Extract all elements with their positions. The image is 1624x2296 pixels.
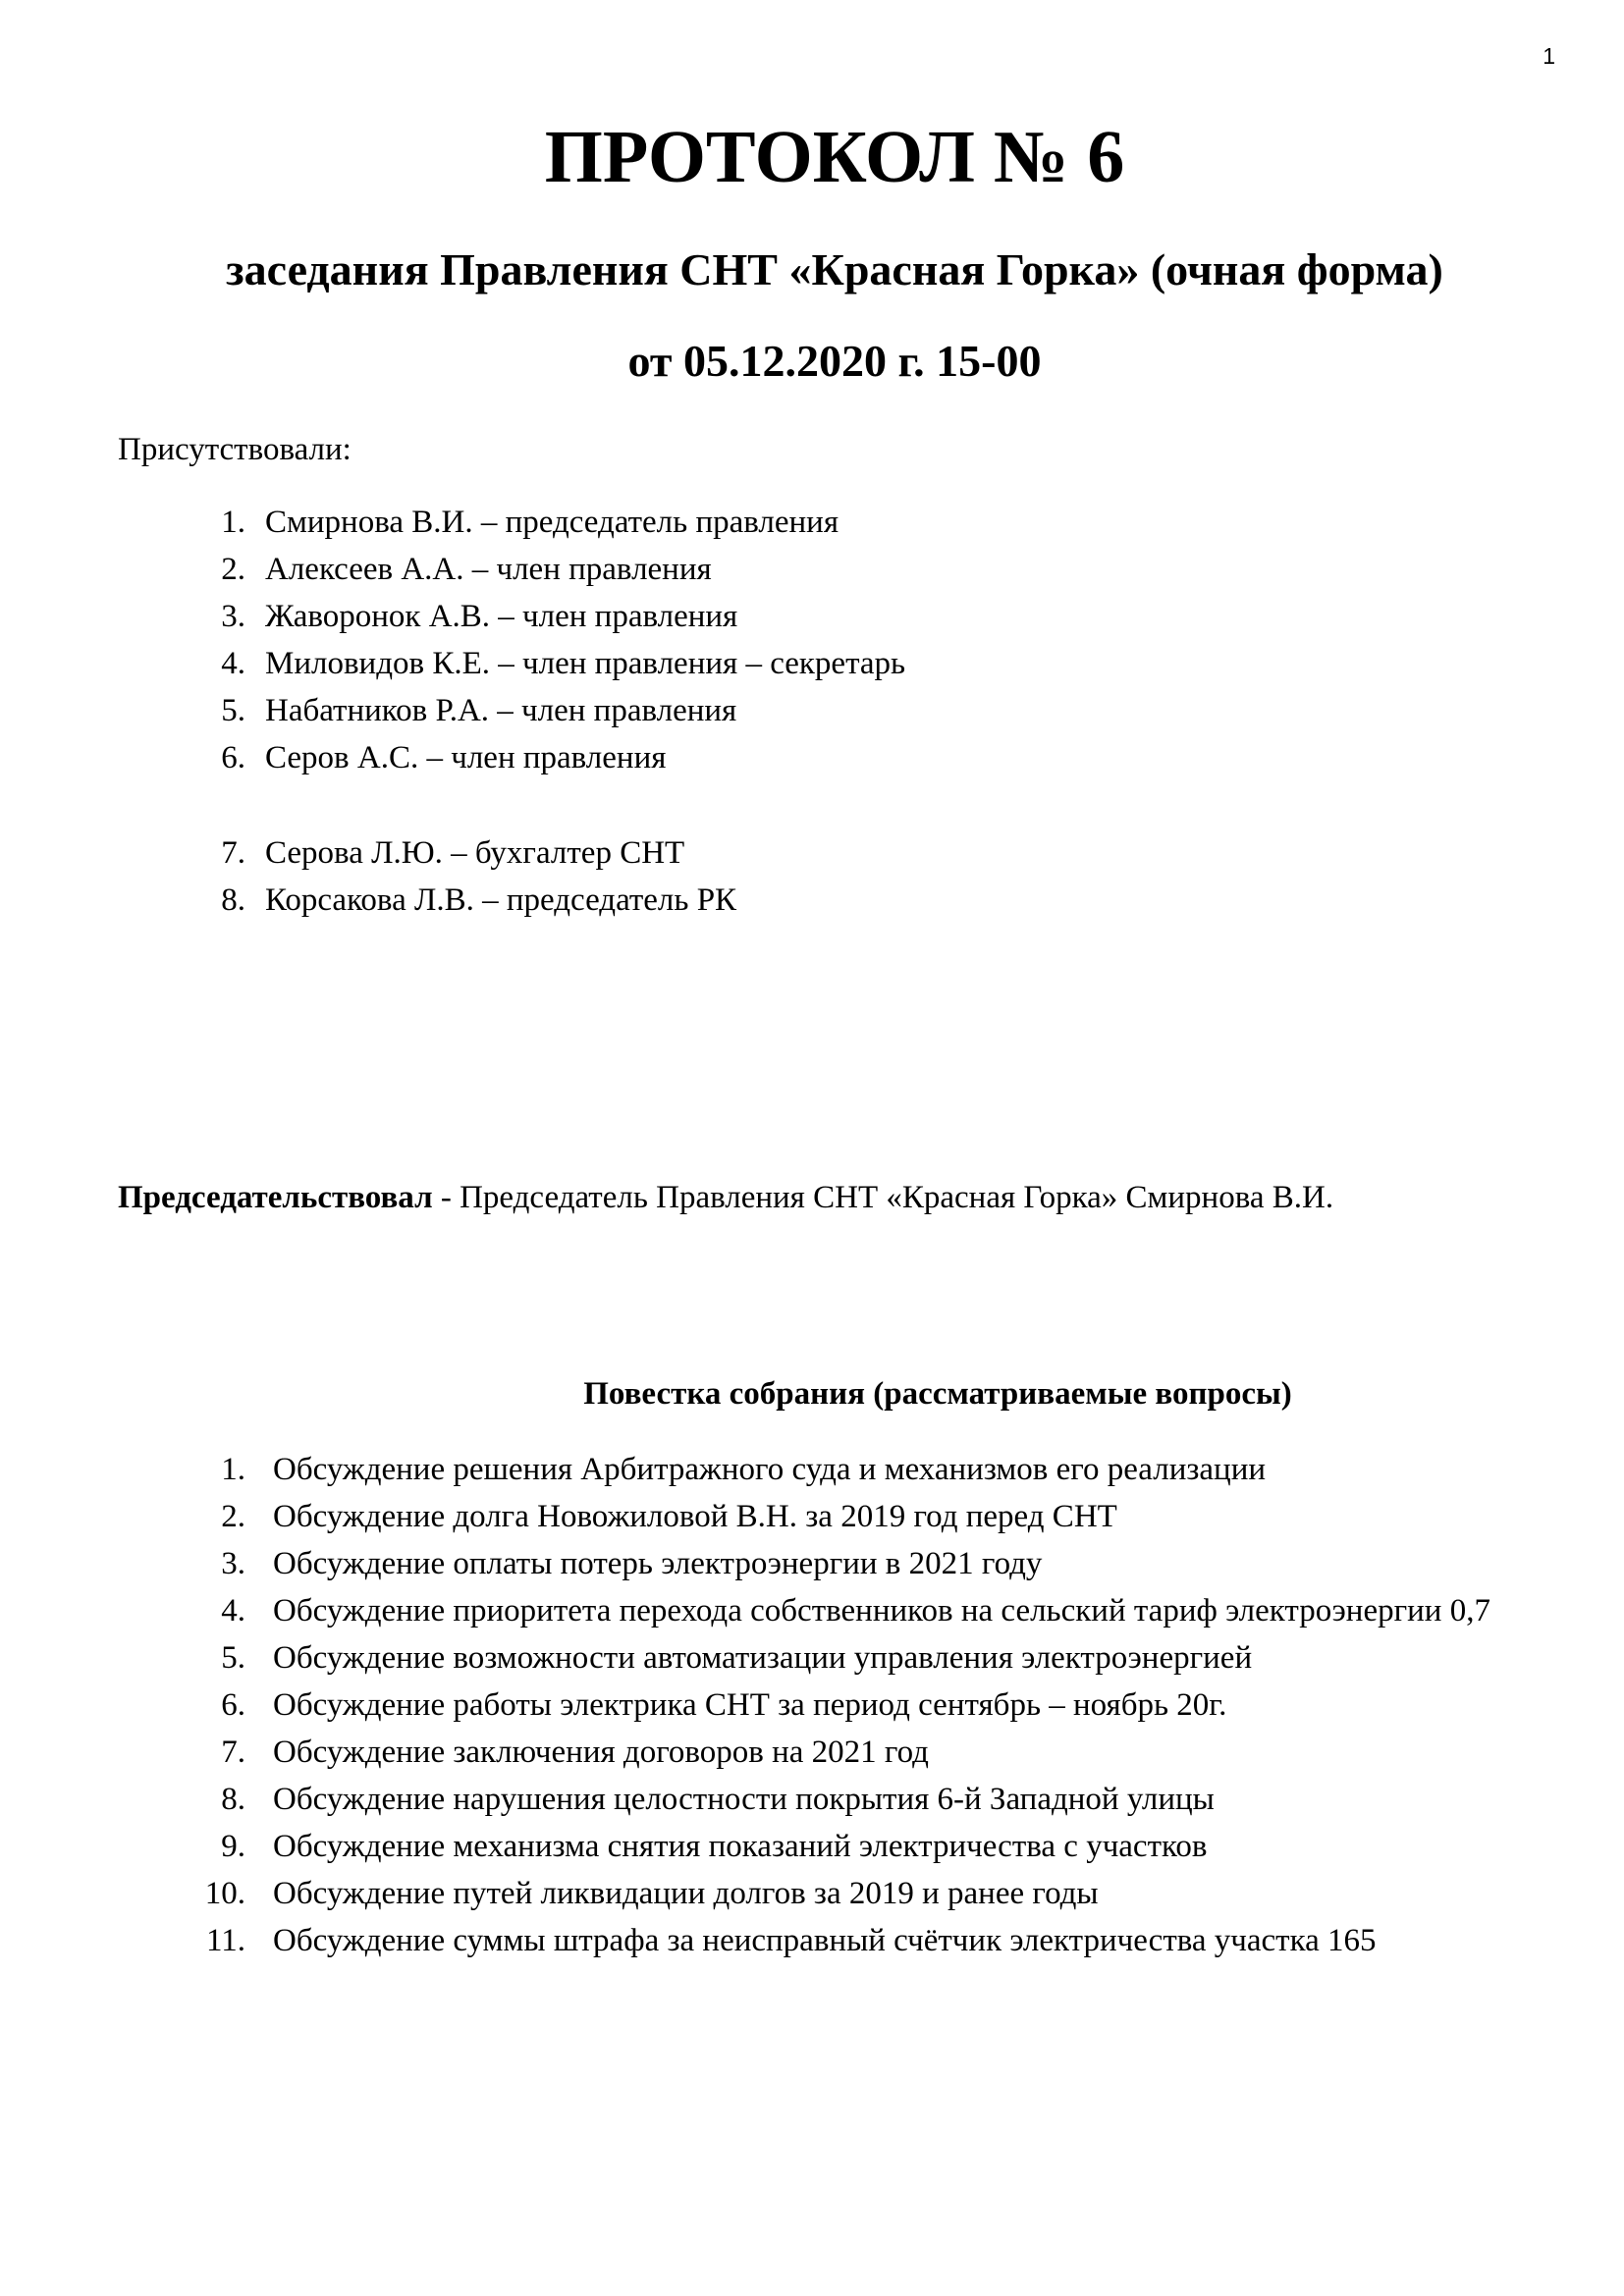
list-item-text: Миловидов К.Е. – член правления – секретарь [265,646,906,681]
list-item-text: Обсуждение оплаты потерь электроэнергии в 2021 году [273,1546,1043,1581]
attendees-list-staff [0,829,1571,924]
list-item-number: 11. [205,1923,245,1958]
list-item [0,734,1571,781]
list-item-text: Обсуждение нарушения целостности покрытия 6-й Западной улицы [273,1782,1215,1817]
list-item [0,687,1571,734]
list-item [0,1729,1571,1776]
list-item-text: Набатников Р.А. – член правления [265,693,737,728]
list-item [0,829,1571,877]
attendees-label: Присутствовали: [118,432,352,467]
list-item [0,1634,1571,1682]
list-item-number: 6. [221,1687,245,1723]
list-item-number: 6. [221,740,245,775]
list-item-number: 5. [221,1640,245,1676]
list-item-text: Корсакова Л.В. – председатель РК [265,882,737,918]
list-item-number: 2. [221,552,245,587]
list-item-text: Обсуждение решения Арбитражного суда и механизмов его реализации [273,1452,1267,1487]
list-item-number: 10. [204,1876,245,1911]
meeting-date: от 05.12.2020 г. 15-00 [627,336,1042,386]
agenda-title: Повестка собрания (рассматриваемые вопросы) [583,1376,1292,1412]
list-item-number: 1. [221,1452,245,1487]
document-title: ПРОТОКОЛ № 6 [544,116,1125,198]
agenda-list [0,1446,1571,1964]
list-item-text: Обсуждение механизма снятия показаний электричества с участков [273,1829,1208,1864]
list-item [0,1493,1571,1540]
list-item-text: Обсуждение путей ликвидации долгов за 2019 и ранее годы [273,1876,1099,1911]
list-item-number: 8. [221,882,245,918]
list-item-text: Обсуждение долга Новожиловой В.Н. за 2019 год перед СНТ [273,1499,1117,1534]
list-item [0,593,1571,640]
list-item [0,877,1571,924]
list-item [0,499,1571,546]
list-item-text: Обсуждение работы электрика СНТ за период сентябрь – ноябрь 20г. [273,1687,1227,1723]
list-item [0,1446,1571,1493]
list-item-text: Серов А.С. – член правления [265,740,667,775]
list-item-number: 1. [221,505,245,540]
list-item [0,1776,1571,1823]
list-item-text: Обсуждение суммы штрафа за неисправный счётчик электричества участка 165 [273,1923,1377,1958]
document-subtitle: заседания Правления СНТ «Красная Горка» (очная форма) [226,244,1443,294]
page-number: 1 [1543,43,1555,69]
list-item-number: 4. [221,1593,245,1629]
list-item-text: Алексеев А.А. – член правления [265,552,712,587]
list-item-text: Обсуждение возможности автоматизации управления электроэнергией [273,1640,1253,1676]
list-item-text: Обсуждение приоритета перехода собственников на сельский тариф электроэнергии 0,7 [273,1593,1490,1629]
chairman-label: Председательствовал [118,1180,433,1215]
chairman-text: - Председатель Правления СНТ «Красная Горка» Смирнова В.И. [432,1180,1334,1215]
list-item-number: 7. [221,835,245,871]
list-item-number: 9. [221,1829,245,1864]
list-item-number: 5. [221,693,245,728]
list-item-number: 3. [221,1546,245,1581]
list-item-number: 2. [221,1499,245,1534]
list-item-number: 7. [221,1735,245,1770]
list-item [0,1870,1571,1917]
list-item-text: Смирнова В.И. – председатель правления [265,505,839,540]
list-item [0,546,1571,593]
list-item-text: Обсуждение заключения договоров на 2021 год [273,1735,929,1770]
list-item-text: Серова Л.Ю. – бухгалтер СНТ [265,835,685,871]
list-item [0,1540,1571,1587]
list-item-text: Жаворонок А.В. – член правления [265,599,738,634]
chairman-line [118,1174,1333,1221]
list-item-number: 3. [221,599,245,634]
list-item-number: 4. [221,646,245,681]
list-item [0,1587,1571,1634]
list-item-number: 8. [221,1782,245,1817]
attendees-list [0,499,1571,781]
list-item [0,1823,1571,1870]
list-item [0,640,1571,687]
list-item [0,1682,1571,1729]
list-item [0,1917,1571,1964]
